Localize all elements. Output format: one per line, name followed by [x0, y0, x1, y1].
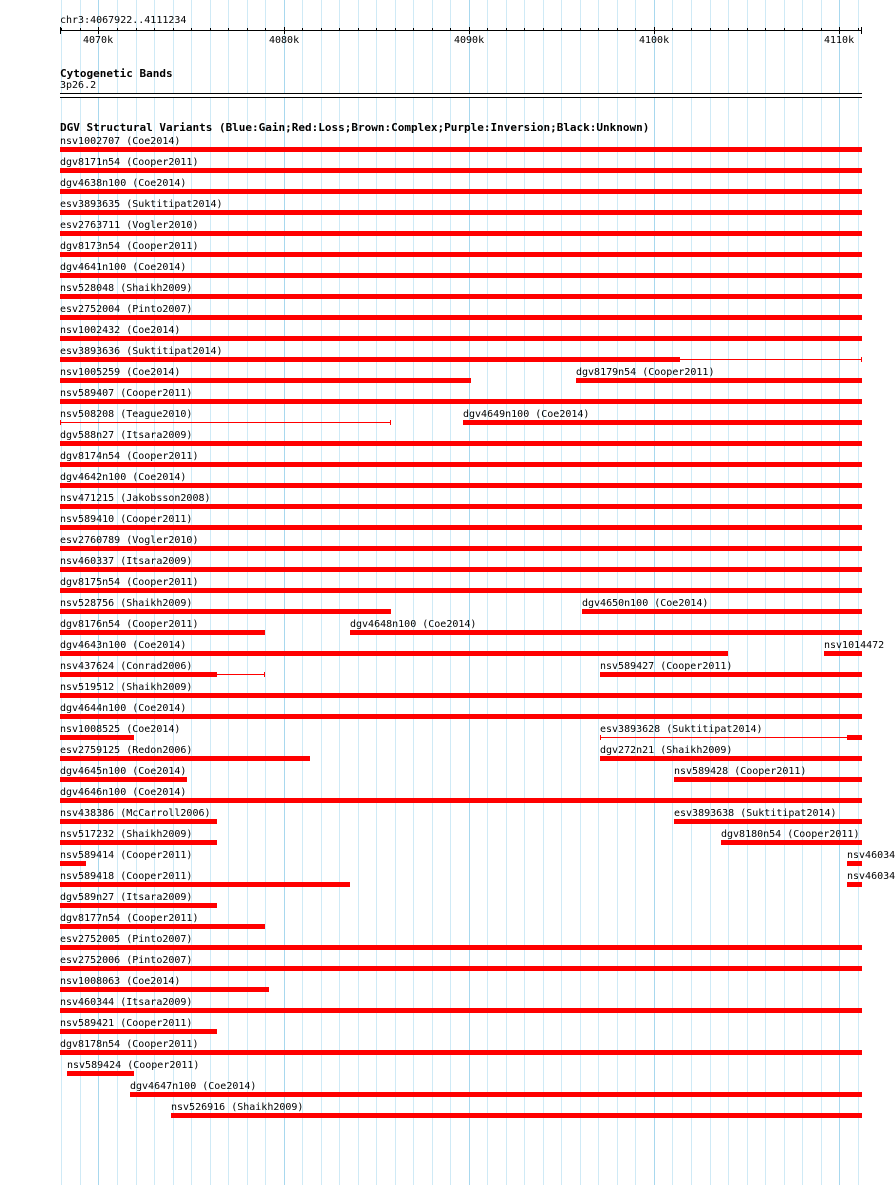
ruler-minor-tick [710, 28, 711, 31]
variant-bar[interactable] [60, 441, 862, 446]
variant-span-cap [60, 672, 61, 677]
ruler-minor-tick [821, 28, 822, 31]
ruler-minor-tick [154, 28, 155, 31]
ruler-minor-tick [580, 28, 581, 31]
variant-label[interactable]: nsv471215 (Jakobsson2008) [60, 493, 211, 504]
variant-bar[interactable] [350, 630, 862, 635]
variant-bar[interactable] [721, 840, 862, 845]
variant-bar[interactable] [60, 273, 862, 278]
variant-bar[interactable] [60, 861, 86, 866]
variant-bar[interactable] [600, 672, 862, 677]
ruler-minor-tick [395, 28, 396, 31]
ruler-minor-tick [598, 28, 599, 31]
variant-label[interactable]: nsv460337 (Itsara2009) [60, 556, 193, 567]
ruler-minor-tick [265, 28, 266, 31]
variant-bar[interactable] [576, 378, 862, 383]
ruler-minor-tick [339, 28, 340, 31]
variant-label[interactable]: nsv1002707 (Coe2014) [60, 136, 181, 147]
variant-bar[interactable] [60, 819, 217, 824]
ruler-minor-tick [136, 28, 137, 31]
variant-bar[interactable] [130, 1092, 862, 1097]
variant-bar[interactable] [60, 168, 862, 173]
variant-bar[interactable] [60, 147, 862, 152]
variant-bar[interactable] [60, 315, 862, 320]
variant-label[interactable]: dgv4642n100 (Coe2014) [60, 472, 187, 483]
variant-span-cap [264, 672, 265, 677]
ruler-minor-tick [765, 28, 766, 31]
variant-bar[interactable] [60, 987, 269, 992]
variant-bar[interactable] [60, 546, 862, 551]
variant-bar[interactable] [674, 777, 862, 782]
variant-label[interactable]: nsv519512 (Shaikh2009) [60, 682, 193, 693]
variant-label[interactable]: nsv1014472 [824, 640, 885, 651]
variant-bar[interactable] [847, 861, 862, 866]
ruler-minor-tick [802, 28, 803, 31]
variant-bar[interactable] [60, 189, 862, 194]
ruler-end-marker [60, 27, 61, 34]
ruler-end-marker [861, 27, 862, 34]
variant-label[interactable]: nsv1008525 (Coe2014) [60, 724, 181, 735]
variant-span-cap [600, 735, 601, 740]
variant-bar[interactable] [60, 924, 265, 929]
ruler-minor-tick [543, 28, 544, 31]
variant-label[interactable]: dgv4644n100 (Coe2014) [60, 703, 187, 714]
variant-label[interactable]: esv2759125 (Redon2006) [60, 745, 193, 756]
ruler-minor-tick [747, 28, 748, 31]
variant-label[interactable]: dgv8173n54 (Cooper2011) [60, 241, 199, 252]
dgv-track-title: DGV Structural Variants (Blue:Gain;Red:Loss;Brown:Complex;Purple:Inversion;Black:Unknown) [60, 121, 650, 134]
variant-label[interactable]: nsv589410 (Cooper2011) [60, 514, 193, 525]
variant-label[interactable]: esv3893628 (Suktitipat2014) [600, 724, 763, 735]
variant-bar[interactable] [60, 210, 862, 215]
variant-span-line[interactable] [600, 737, 862, 738]
ruler-tick-label: 4080k [269, 35, 300, 46]
variant-bar[interactable] [60, 651, 728, 656]
variant-bar[interactable] [60, 945, 862, 950]
variant-span-line[interactable] [60, 359, 862, 360]
ruler-minor-tick [784, 28, 785, 31]
variant-bar[interactable] [60, 231, 862, 236]
ruler-minor-tick [561, 28, 562, 31]
variant-label[interactable]: dgv588n27 (Itsara2009) [60, 430, 193, 441]
variant-bar[interactable] [60, 903, 217, 908]
variant-bar[interactable] [463, 420, 862, 425]
ruler-minor-tick [506, 28, 507, 31]
variant-label[interactable]: dgv4645n100 (Coe2014) [60, 766, 187, 777]
variant-label[interactable]: dgv4638n100 (Coe2014) [60, 178, 187, 189]
variant-label[interactable]: nsv437624 (Conrad2006) [60, 661, 193, 672]
variant-bar[interactable] [60, 840, 217, 845]
variant-label[interactable]: esv2752006 (Pinto2007) [60, 955, 193, 966]
variant-bar[interactable] [60, 609, 391, 614]
ruler-minor-tick [247, 28, 248, 31]
variant-label[interactable]: dgv4650n100 (Coe2014) [582, 598, 709, 609]
ruler-major-tick [98, 27, 99, 34]
ruler-minor-tick [672, 28, 673, 31]
ruler-minor-tick [728, 28, 729, 31]
variant-bar[interactable] [60, 399, 862, 404]
variant-bar[interactable] [60, 525, 862, 530]
variant-label[interactable]: nsv438386 (McCarroll2006) [60, 808, 211, 819]
variant-bar[interactable] [60, 336, 862, 341]
ruler-tick-label: 4090k [454, 35, 485, 46]
variant-bar[interactable] [60, 504, 862, 509]
variant-label[interactable]: nsv589428 (Cooper2011) [674, 766, 807, 777]
ruler-axis [60, 30, 862, 31]
ruler-minor-tick [61, 28, 62, 31]
variant-label[interactable]: esv3893638 (Suktitipat2014) [674, 808, 837, 819]
ruler-minor-tick [487, 28, 488, 31]
variant-label[interactable]: nsv589414 (Cooper2011) [60, 850, 193, 861]
variant-label[interactable]: dgv8180n54 (Cooper2011) [721, 829, 860, 840]
variant-bar[interactable] [60, 294, 862, 299]
variant-bar[interactable] [60, 1029, 217, 1034]
variant-label[interactable]: nsv508208 (Teague2010) [60, 409, 193, 420]
variant-label[interactable]: esv2752005 (Pinto2007) [60, 934, 193, 945]
variant-span-cap [861, 735, 862, 740]
ruler-minor-tick [858, 28, 859, 31]
variant-bar[interactable] [171, 1113, 862, 1118]
variant-span-cap [390, 420, 391, 425]
ruler-minor-tick [450, 28, 451, 31]
variant-bar[interactable] [60, 1050, 862, 1055]
ruler-major-tick [839, 27, 840, 34]
variant-bar[interactable] [60, 756, 310, 761]
variant-span-cap [861, 357, 862, 362]
variant-label[interactable]: nsv589424 (Cooper2011) [67, 1060, 200, 1071]
ruler-minor-tick [376, 28, 377, 31]
variant-bar[interactable] [60, 483, 862, 488]
variant-bar[interactable] [824, 651, 862, 656]
variant-label[interactable]: dgv4647n100 (Coe2014) [130, 1081, 257, 1092]
variant-bar[interactable] [847, 882, 862, 887]
variant-label[interactable]: dgv8179n54 (Cooper2011) [576, 367, 715, 378]
variant-label[interactable]: dgv4646n100 (Coe2014) [60, 787, 187, 798]
position-label: chr3:4067922..4111234 [60, 15, 187, 26]
variant-label[interactable]: esv3893636 (Suktitipat2014) [60, 346, 223, 357]
ruler-tick-label: 4110k [824, 35, 855, 46]
variant-label[interactable]: nsv526916 (Shaikh2009) [171, 1102, 304, 1113]
variant-bar[interactable] [60, 777, 187, 782]
variant-label[interactable]: dgv4649n100 (Coe2014) [463, 409, 590, 420]
ruler-minor-tick [413, 28, 414, 31]
variant-label[interactable]: dgv8175n54 (Cooper2011) [60, 577, 199, 588]
variant-label[interactable]: nsv589427 (Cooper2011) [600, 661, 733, 672]
ruler-tick-label: 4070k [83, 35, 114, 46]
variant-label[interactable]: nsv46034 [847, 871, 895, 882]
variant-bar[interactable] [60, 1008, 862, 1013]
variant-span-line[interactable] [60, 422, 391, 423]
variant-label[interactable]: esv2752004 (Pinto2007) [60, 304, 193, 315]
variant-bar[interactable] [60, 714, 862, 719]
ruler-minor-tick [358, 28, 359, 31]
ruler-minor-tick [191, 28, 192, 31]
variant-label[interactable]: nsv1005259 (Coe2014) [60, 367, 181, 378]
variant-label[interactable]: dgv272n21 (Shaikh2009) [600, 745, 733, 756]
variant-label[interactable]: esv2763711 (Vogler2010) [60, 220, 199, 231]
variant-label[interactable]: nsv460344 (Itsara2009) [60, 997, 193, 1008]
variant-span-cap [60, 420, 61, 425]
ruler-minor-tick [432, 28, 433, 31]
cytoband-ideogram[interactable] [60, 93, 862, 98]
ruler-minor-tick [173, 28, 174, 31]
variant-bar[interactable] [60, 567, 862, 572]
variant-bar[interactable] [60, 966, 862, 971]
variant-label[interactable]: nsv46034 [847, 850, 895, 861]
variant-bar[interactable] [60, 252, 862, 257]
variant-bar[interactable] [60, 735, 134, 740]
variant-bar[interactable] [60, 798, 862, 803]
variant-bar[interactable] [60, 462, 862, 467]
variant-bar[interactable] [582, 609, 862, 614]
variant-label[interactable]: nsv528756 (Shaikh2009) [60, 598, 193, 609]
variant-bar[interactable] [60, 630, 265, 635]
variant-label[interactable]: esv2760789 (Vogler2010) [60, 535, 199, 546]
variant-label[interactable]: dgv4648n100 (Coe2014) [350, 619, 477, 630]
variant-bar[interactable] [674, 819, 862, 824]
variant-label[interactable]: nsv1002432 (Coe2014) [60, 325, 181, 336]
cytoband-label: 3p26.2 [60, 80, 97, 91]
variant-bar[interactable] [60, 378, 471, 383]
variant-label[interactable]: dgv8177n54 (Cooper2011) [60, 913, 199, 924]
variant-span-line[interactable] [60, 674, 265, 675]
ruler-minor-tick [80, 28, 81, 31]
ruler-major-tick [469, 27, 470, 34]
variant-label[interactable]: dgv8174n54 (Cooper2011) [60, 451, 199, 462]
variant-label[interactable]: dgv8171n54 (Cooper2011) [60, 157, 199, 168]
variant-label[interactable]: nsv589418 (Cooper2011) [60, 871, 193, 882]
ruler-minor-tick [691, 28, 692, 31]
ruler-minor-tick [524, 28, 525, 31]
variant-label[interactable]: dgv589n27 (Itsara2009) [60, 892, 193, 903]
ruler-minor-tick [228, 28, 229, 31]
variant-label[interactable]: dgv8178n54 (Cooper2011) [60, 1039, 199, 1050]
cytoband-track-title: Cytogenetic Bands [60, 67, 173, 80]
ruler-minor-tick [210, 28, 211, 31]
variant-label[interactable]: nsv528048 (Shaikh2009) [60, 283, 193, 294]
ruler-minor-tick [635, 28, 636, 31]
ruler-minor-tick [617, 28, 618, 31]
ruler-tick-label: 4100k [639, 35, 670, 46]
variant-label[interactable]: dgv4643n100 (Coe2014) [60, 640, 187, 651]
ruler-minor-tick [117, 28, 118, 31]
ruler-major-tick [654, 27, 655, 34]
variant-bar[interactable] [60, 882, 350, 887]
variant-label[interactable]: nsv589421 (Cooper2011) [60, 1018, 193, 1029]
variant-bar[interactable] [600, 756, 862, 761]
ruler-major-tick [284, 27, 285, 34]
variant-label[interactable]: nsv1008063 (Coe2014) [60, 976, 181, 987]
variant-label[interactable]: nsv589407 (Cooper2011) [60, 388, 193, 399]
variant-label[interactable]: dgv4641n100 (Coe2014) [60, 262, 187, 273]
variant-bar[interactable] [60, 588, 862, 593]
variant-label[interactable]: esv3893635 (Suktitipat2014) [60, 199, 223, 210]
variant-label[interactable]: nsv517232 (Shaikh2009) [60, 829, 193, 840]
variant-bar[interactable] [60, 693, 862, 698]
variant-label[interactable]: dgv8176n54 (Cooper2011) [60, 619, 199, 630]
variant-span-cap [60, 357, 61, 362]
variant-bar[interactable] [67, 1071, 134, 1076]
ruler-minor-tick [302, 28, 303, 31]
ruler-minor-tick [321, 28, 322, 31]
